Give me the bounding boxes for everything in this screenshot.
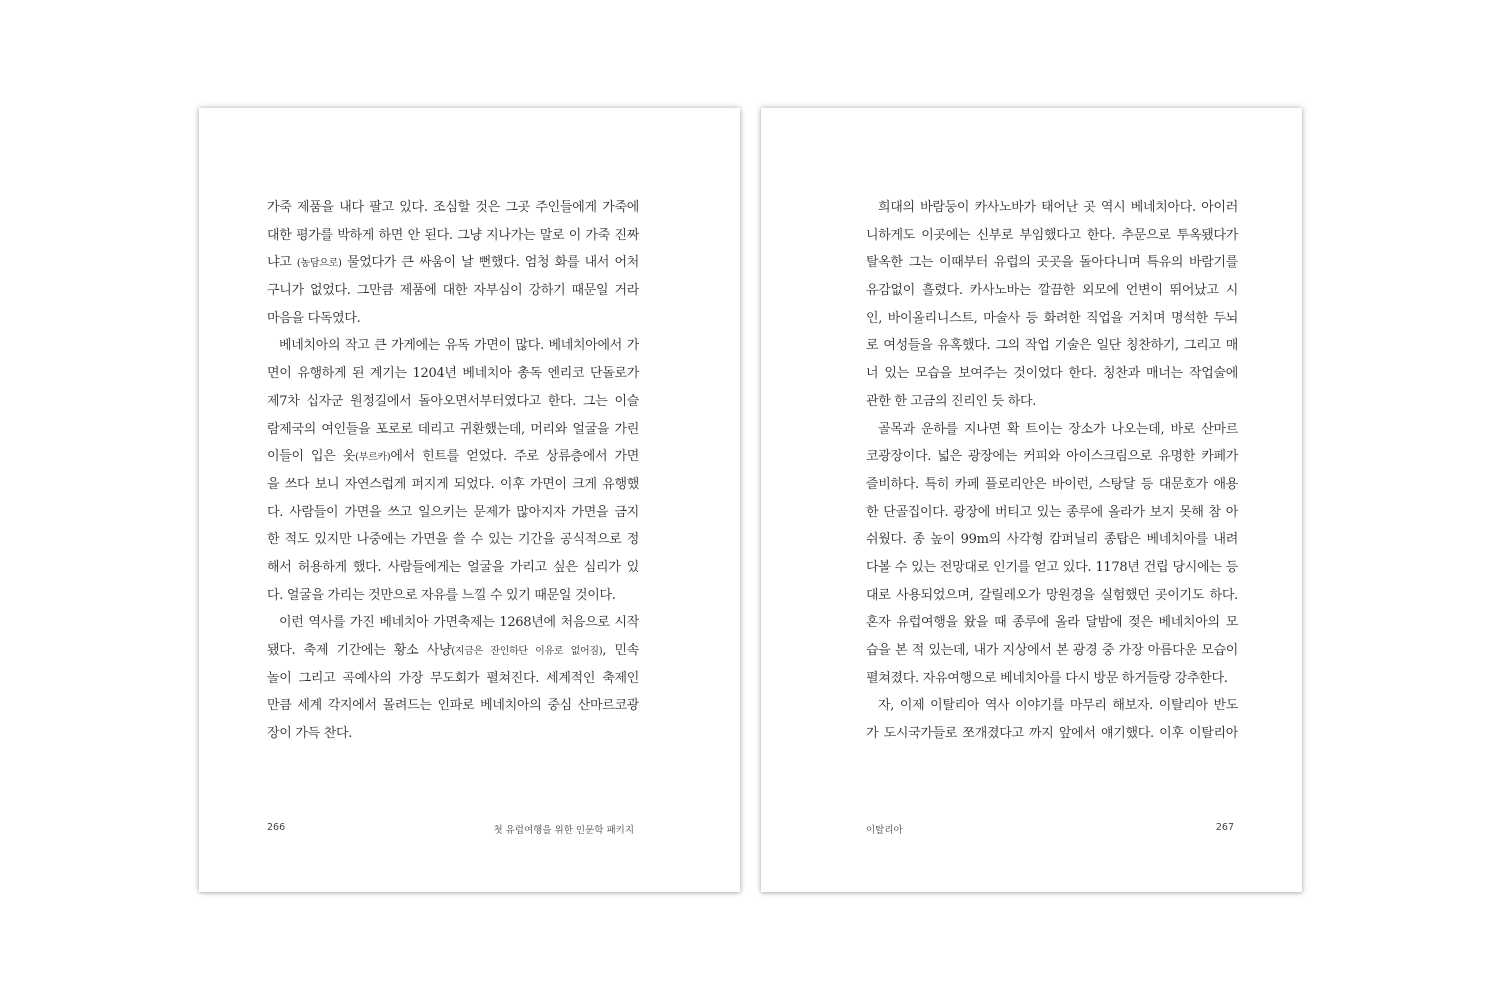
text-segment: 됐다. 축제 기간에는 황소 사냥 bbox=[267, 643, 452, 658]
text-line: 해서 허용하게 했다. 사람들에게는 얼굴을 가리고 싶은 심리가 있 bbox=[267, 559, 639, 575]
left-page-number: 266 bbox=[267, 822, 286, 833]
text-segment: 냐고 bbox=[267, 255, 297, 271]
text-line: 골목과 운하를 지나면 확 트이는 장소가 나오는데, 바로 산마르 bbox=[878, 421, 1238, 437]
text-line: 쉬웠다. 종 높이 99m의 사각형 캄퍼닐리 종탑은 베네치아를 내려 bbox=[866, 532, 1238, 548]
text-line: 코광장이다. 넓은 광장에는 커피와 아이스크림으로 유명한 카페가 bbox=[866, 449, 1238, 465]
text-line: 가 도시국가들로 쪼개졌다고 까지 앞에서 얘기했다. 이후 이탈리아 bbox=[866, 726, 1238, 742]
text-line: 한 적도 있지만 나중에는 가면을 쓸 수 있는 기간을 공식적으로 정 bbox=[267, 532, 639, 548]
text-line: 놀이 그리고 곡예사의 가장 무도회가 펼쳐진다. 세계적인 축제인 bbox=[267, 670, 639, 686]
parenthetical-note: (농담으로) bbox=[296, 258, 342, 270]
text-line: 면이 유행하게 된 계기는 1204년 베네치아 총독 엔리코 단돌로가 bbox=[267, 366, 639, 382]
text-line: 다. 사람들이 가면을 쓰고 일으키는 문제가 많아지자 가면을 금지 bbox=[267, 504, 639, 520]
text-line: 니하게도 이곳에는 신부로 부임했다고 한다. 추문으로 투옥됐다가 bbox=[866, 227, 1238, 243]
left-page bbox=[199, 108, 740, 892]
text-line bbox=[267, 249, 639, 277]
text-line: 람제국의 여인들을 포로로 데리고 귀환했는데, 머리와 얼굴을 가린 bbox=[267, 421, 639, 437]
text-line: 자, 이제 이탈리아 역사 이야기를 마무리 해보자. 이탈리아 반도 bbox=[878, 698, 1238, 714]
text-line: 제7차 십자군 원정길에서 돌아오면서부터였다고 한다. 그는 이슬 bbox=[267, 393, 639, 409]
text-line: 로 여성들을 유혹했다. 그의 작업 기술은 일단 칭찬하기, 그리고 매 bbox=[866, 338, 1238, 354]
text-line: 유감없이 흘렸다. 카사노바는 깔끔한 외모에 언변이 뛰어났고 시 bbox=[866, 283, 1238, 299]
text-line: 대로 사용되었으며, 갈릴레오가 망원경을 실험했던 곳이기도 하다. bbox=[866, 587, 1238, 603]
text-line: 베네치아의 작고 큰 가게에는 유독 가면이 많다. 베네치아에서 가 bbox=[279, 338, 639, 354]
text-line: 을 쓰다 보니 자연스럽게 퍼지게 되었다. 이후 가면이 크게 유행했 bbox=[267, 476, 639, 492]
text-line: 한 단골집이다. 광장에 버티고 있는 종루에 올라가 보지 못해 참 아 bbox=[866, 504, 1238, 520]
text-line: 장이 가득 찬다. bbox=[267, 726, 353, 742]
right-running-title: 이탈리아 bbox=[866, 825, 903, 836]
text-line: 대한 평가를 박하게 하면 안 된다. 그냥 지나가는 말로 이 가죽 진짜 bbox=[267, 227, 639, 243]
text-line: 인, 바이올리니스트, 마술사 등 화려한 직업을 거치며 명석한 두뇌 bbox=[866, 310, 1238, 326]
parenthetical-note: (지금은 잔인하단 이유로 없어짐) bbox=[451, 646, 603, 657]
text-line: 구니가 없었다. 그만큼 제품에 대한 자부심이 강하기 때문일 거라 bbox=[267, 283, 639, 299]
text-line: 관한 한 고금의 진리인 듯 하다. bbox=[866, 393, 1037, 409]
text-line bbox=[267, 443, 639, 471]
parenthetical-note: (부르카) bbox=[355, 452, 391, 464]
text-segment: , 민속 bbox=[602, 643, 639, 658]
text-line: 희대의 바람둥이 카사노바가 태어난 곳 역시 베네치아다. 아이러 bbox=[878, 200, 1238, 215]
right-page-number: 267 bbox=[1215, 822, 1234, 833]
text-line: 다볼 수 있는 전망대로 인기를 얻고 있다. 1178년 건립 당시에는 등 bbox=[866, 559, 1238, 575]
text-segment: 에서 힌트를 얻었다. 주로 상류층에서 가면 bbox=[390, 449, 639, 465]
left-running-title: 첫 유럽여행을 위한 인문학 패키지 bbox=[493, 825, 634, 836]
text-line: 펼쳐졌다. 자유여행으로 베네치아를 다시 방문 하거들랑 강추한다. bbox=[866, 670, 1228, 686]
text-line: 만큼 세계 각지에서 몰려드는 인파로 베네치아의 중심 산마르코광 bbox=[267, 698, 639, 714]
text-line: 혼자 유럽여행을 왔을 때 종루에 올라 달밤에 젖은 베네치아의 모 bbox=[866, 615, 1238, 631]
right-page bbox=[761, 108, 1302, 892]
right-page-body-text bbox=[866, 194, 1238, 748]
left-page-body-text bbox=[267, 194, 639, 748]
text-segment: 물었다가 큰 싸움이 날 뻔했다. 엄청 화를 내서 어처 bbox=[341, 255, 639, 271]
text-line: 다. 얼굴을 가리는 것만으로 자유를 느낄 수 있기 때문일 것이다. bbox=[267, 587, 616, 603]
text-line: 이런 역사를 가진 베네치아 가면축제는 1268년에 처음으로 시작 bbox=[279, 615, 639, 631]
text-line: 마음을 다독였다. bbox=[267, 310, 361, 326]
text-line bbox=[267, 637, 639, 665]
text-line: 습을 본 적 있는데, 내가 지상에서 본 광경 중 가장 아름다운 모습이 bbox=[866, 643, 1238, 658]
text-segment: 이들이 입은 옷 bbox=[267, 449, 356, 465]
text-line: 탈옥한 그는 이때부터 유럽의 곳곳을 돌아다니며 특유의 바람기를 bbox=[866, 255, 1238, 271]
text-line: 즐비하다. 특히 카페 플로리안은 바이런, 스탕달 등 대문호가 애용 bbox=[866, 476, 1238, 492]
text-line: 너 있는 모습을 보여주는 것이었다 한다. 칭찬과 매너는 작업술에 bbox=[866, 366, 1238, 382]
text-line: 가죽 제품을 내다 팔고 있다. 조심할 것은 그곳 주인들에게 가죽에 bbox=[267, 200, 639, 215]
